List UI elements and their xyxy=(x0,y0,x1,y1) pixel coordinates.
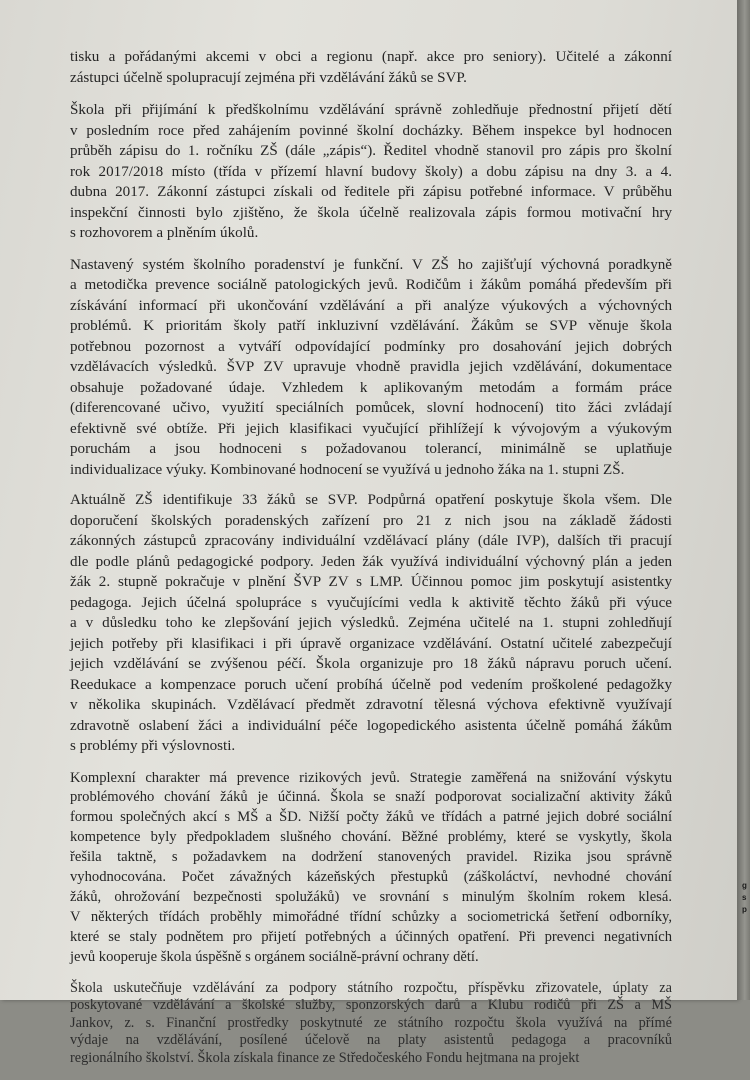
text-line: jejich potřeby při klasifikaci i při úpravě organizace vzdělávání. Ostatní učitelé zabezpečují xyxy=(70,635,672,652)
text-line: Škola uskutečňuje vzdělávání za podpory státního rozpočtu, příspěvku zřizovatele, úplaty za xyxy=(70,979,672,996)
text-line: poruchám a jsou hodnoceni s požadovanou tolerancí, minimálně se uplatňuje xyxy=(70,441,672,457)
text-line: obsahuje požadované údaje. Vzhledem k aplikovaným metodám a formám práce xyxy=(70,379,672,396)
edge-mark: g xyxy=(742,881,747,890)
text-line: s rozhovorem a plněním úkolů. xyxy=(70,225,259,241)
text-line: Škola při přijímání k předškolnímu vzdělávání správně zohledňuje přednostní přijetí dětí xyxy=(70,102,672,118)
text-line: zdravotně oslabení žáci a individuální péče logopedického asistenta účelně pomáhá žákům xyxy=(70,717,672,734)
text-line: s problémy při výslovnosti. xyxy=(70,738,236,754)
text-line: jevů kooperuje škola úspěšně s orgánem sociálně-právní ochrany dětí. xyxy=(70,948,479,965)
text-line: regionálního školství. Škola získala finance ze Středočeského Fondu hejtmana na projekt xyxy=(70,1049,580,1066)
text-line: získávání informací při ukončování vzdělávání a při analýze výukových a výchovných xyxy=(70,297,672,314)
paragraph xyxy=(70,769,672,968)
paragraph xyxy=(70,980,672,1068)
text-line: tisku a pořádanými akcemi v obci a regionu (např. akce pro seniory). Učitelé a zákonní xyxy=(70,49,672,65)
text-line: vyhodnocována. Počet závažných kázeňských přestupků (záškoláctví, nevhodné chování xyxy=(70,869,672,886)
text-line: výdaje na vzdělávání, posílené účelově na platy asistentů pedagoga a pracovníků xyxy=(70,1032,672,1049)
text-line: potřebnou pozornost a vytváří odpovídající podmínky pro dosahování jejich dobrých xyxy=(70,338,672,355)
text-line: V některých třídách proběhly mimořádné třídní schůzky a sociometrická šetření odborníky, xyxy=(70,908,672,925)
text-line: kompetence byly předpokladem slušného chování. Běžné problémy, které se vyskytly, škola xyxy=(70,829,672,846)
text-line: které se staly podnětem pro přijetí potřebných a účinných opatření. Při prevenci negativních xyxy=(70,928,672,945)
text-line: a metodička prevence sociálně patologických jevů. Rodičům i žákům pomáhá především při xyxy=(70,277,672,293)
text-line: problémového chování žáků je účinná. Škola se snaží podporovat socializační aktivity žáků xyxy=(70,789,672,806)
text-line: zákonných zástupců zpracovány individuální vzdělávací plány (dále IVP), dalších tři pracují xyxy=(70,533,672,549)
text-line: doporučení školských poradenských zařízení pro 21 z nich jsou na základě žádosti xyxy=(70,512,672,529)
paragraph xyxy=(70,100,672,244)
adjacent-page-edge xyxy=(737,0,750,1000)
edge-mark: s xyxy=(742,893,747,902)
text-line: problémů. K prioritám školy patří inkluzivní vzdělávání. Žákům se SVP věnuje škola xyxy=(70,318,672,334)
text-line: žák 2. stupně pokračuje v plnění ŠVP ZV s LMP. Účinnou pomoc jim poskytují asistentky xyxy=(70,574,672,590)
text-line: individualizace výuky. Kombinované hodnocení se využívá u jednoho žáka na 1. stupni ZŠ. xyxy=(70,461,625,478)
text-line: průběh zápisu do 1. ročníku ZŠ (dále „zápis“). Ředitel vhodně stanovil pro zápis pro školní xyxy=(70,143,672,159)
text-line: efektivně své obtíže. Při jejich klasifikaci vyučující přihlížejí k vývojovým a výukovým xyxy=(70,420,672,437)
text-line: poskytované vzdělávání a školské služby, sponzorských darů a Klubu rodičů při ZŠ a MŠ xyxy=(70,997,672,1014)
text-line: dubna 2017. Zákonní zástupci získali od ředitele při zápisu potřebné informace. V průběhu xyxy=(70,184,672,200)
text-line: žáků, ohrožování bezpečnosti spolužáků) ve srovnání s minulým školním rokem klesá. xyxy=(70,888,672,905)
text-line: Jankov, z. s. Finanční prostředky poskytnuté ze státního rozpočtu škola využívá na přímé xyxy=(70,1014,672,1031)
text-line: formou společných akcí s MŠ a ŠD. Nižší počty žáků ve třídách a patrné jejich dobré sociální xyxy=(70,809,672,826)
text-line: Nastavený systém školního poradenství je funkční. V ZŠ ho zajišťují výchovná poradkyně xyxy=(70,256,672,273)
text-line: Aktuálně ZŠ identifikuje 33 žáků se SVP. Podpůrná opatření poskytuje škola všem. Dle xyxy=(70,492,672,508)
text-line: inspekční činnosti bylo zjištěno, že škola účelně realizovala zápis formou motivační hry xyxy=(70,204,672,221)
paragraph xyxy=(70,255,672,481)
adjacent-page-text xyxy=(742,880,750,916)
text-line: a v důsledku toho ke zlepšování jejich výsledků. Zejména učitelé na 1. stupni zohledňují xyxy=(70,615,672,631)
text-line: v posledním roce před zahájením povinné školní docházky. Během inspekce byl hodnocen xyxy=(70,122,672,139)
text-line: jejich vzdělávání se zvýšenou péčí. Škola organizuje pro 18 žáků nápravu poruch učení. xyxy=(70,656,672,672)
text-line: Reedukace a kompenzace poruch učení probíhá účelně pod vedením proškolené pedagožky xyxy=(70,676,672,693)
text-line: v několika skupinách. Vzdělávací předmět zdravotní tělesná výchova efektivně využívají xyxy=(70,697,672,713)
text-line: Komplexní charakter má prevence rizikových jevů. Strategie zaměřená na snižování výskytu xyxy=(70,769,672,786)
text-line: pedagoga. Jejich účelná spolupráce s vyučujícími vedla k aktivitě těchto žáků při výuce xyxy=(70,594,672,611)
text-line: (diferencované učivo, využití speciálních pomůcek, slovní hodnocení) tito žáci zvládají xyxy=(70,400,672,416)
text-line: zástupci účelně spolupracují zejména při vzdělávání žáků se SVP. xyxy=(70,69,467,86)
text-line: dle podle plánů pedagogické podpory. Jeden žák využívá individuální výchovný plán a jeden xyxy=(70,553,672,570)
text-line: vzdělávacích výsledků. ŠVP ZV upravuje vhodně pravidla jejich vzdělávání, dokumentace xyxy=(70,359,672,375)
text-line: řešila taktně, s požadavkem na dodržení stanovených pravidel. Rizika jsou správně xyxy=(70,849,672,866)
text-line: rok 2017/2018 místo (třída v přízemí hlavní budovy školy) a dobu zápisu na dny 3. a 4. xyxy=(70,163,672,180)
paragraph xyxy=(70,490,672,757)
paragraph xyxy=(70,47,672,88)
edge-mark: p xyxy=(742,905,747,914)
document-body xyxy=(70,47,672,1080)
